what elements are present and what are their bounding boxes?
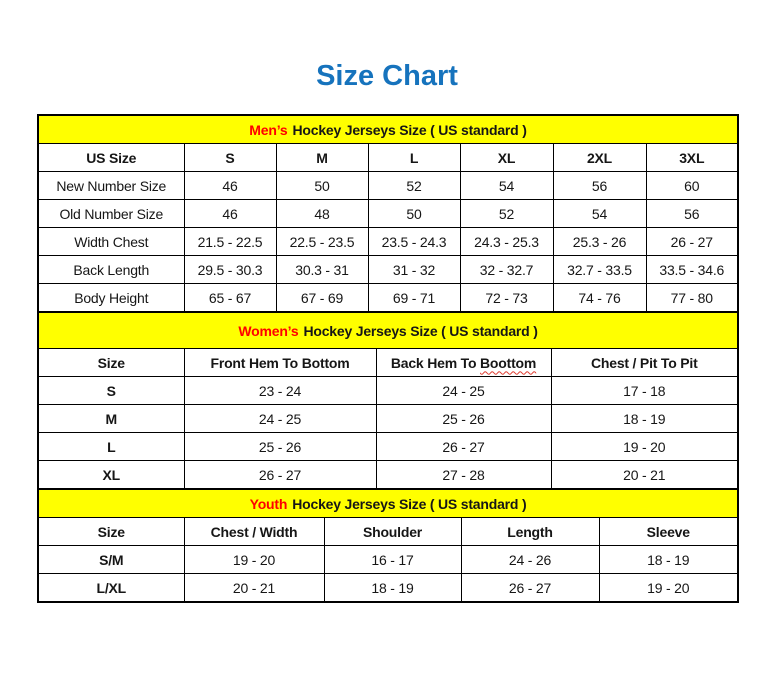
table-cell: 32 - 32.7 (460, 256, 553, 284)
table-cell: 19 - 20 (184, 546, 324, 574)
table-cell: 30.3 - 31 (276, 256, 368, 284)
table-cell: 26 - 27 (184, 461, 376, 490)
table-cell: 31 - 32 (368, 256, 460, 284)
table-row (38, 489, 738, 518)
banner-text: Hockey Jerseys Size ( US standard ) (292, 121, 527, 138)
row-label: M (38, 405, 184, 433)
mens-section-banner (38, 115, 738, 144)
column-header: 2XL (553, 144, 646, 172)
table-cell: 56 (553, 172, 646, 200)
row-label: S/M (38, 546, 184, 574)
table-cell: 60 (646, 172, 738, 200)
table-cell: 20 - 21 (551, 461, 738, 490)
banner-text: Hockey Jerseys Size ( US standard ) (292, 495, 527, 512)
table-row (38, 405, 738, 433)
column-header: XL (460, 144, 553, 172)
table-row (38, 377, 738, 405)
table-cell: 26 - 27 (461, 574, 599, 603)
table-cell: 23.5 - 24.3 (368, 228, 460, 256)
table-cell: 77 - 80 (646, 284, 738, 313)
table-cell: 21.5 - 22.5 (184, 228, 276, 256)
column-header (376, 349, 551, 377)
row-label: XL (38, 461, 184, 490)
page-title: Size Chart (316, 60, 458, 92)
row-label: New Number Size (38, 172, 184, 200)
row-label: L (38, 433, 184, 461)
table-row (38, 256, 738, 284)
mens-size-table (37, 114, 739, 313)
table-cell: 65 - 67 (184, 284, 276, 313)
table-row (38, 546, 738, 574)
table-cell: 18 - 19 (551, 405, 738, 433)
row-label: Body Height (38, 284, 184, 313)
table-cell: 54 (460, 172, 553, 200)
youth-section-banner (38, 489, 738, 518)
table-cell: 24 - 26 (461, 546, 599, 574)
table-row (38, 461, 738, 490)
table-cell: 17 - 18 (551, 377, 738, 405)
column-header: L (368, 144, 460, 172)
row-label: Width Chest (38, 228, 184, 256)
table-cell: 22.5 - 23.5 (276, 228, 368, 256)
table-cell: 18 - 19 (324, 574, 461, 603)
column-header: Size (38, 518, 184, 546)
table-cell: 52 (460, 200, 553, 228)
banner-accent: Men’s (249, 121, 288, 138)
column-header: Chest / Pit To Pit (551, 349, 738, 377)
table-cell: 32.7 - 33.5 (553, 256, 646, 284)
table-cell: 48 (276, 200, 368, 228)
column-header: US Size (38, 144, 184, 172)
misspelled-word: Boottom (480, 354, 537, 371)
banner-accent: Women’s (238, 322, 299, 339)
column-header: Front Hem To Bottom (184, 349, 376, 377)
column-header: Shoulder (324, 518, 461, 546)
table-cell: 16 - 17 (324, 546, 461, 574)
table-cell: 74 - 76 (553, 284, 646, 313)
column-header: Size (38, 349, 184, 377)
column-header-text: Back Hem To (390, 354, 477, 371)
table-cell: 23 - 24 (184, 377, 376, 405)
table-row (38, 172, 738, 200)
column-header: M (276, 144, 368, 172)
table-cell: 26 - 27 (646, 228, 738, 256)
table-row (38, 349, 738, 377)
table-cell: 25.3 - 26 (553, 228, 646, 256)
banner-accent: Youth (249, 495, 288, 512)
table-cell: 50 (276, 172, 368, 200)
table-cell: 46 (184, 200, 276, 228)
column-header: 3XL (646, 144, 738, 172)
table-cell: 20 - 21 (184, 574, 324, 603)
column-header: Chest / Width (184, 518, 324, 546)
banner-text: Hockey Jerseys Size ( US standard ) (303, 322, 538, 339)
table-row (38, 433, 738, 461)
table-cell: 25 - 26 (376, 405, 551, 433)
row-label: S (38, 377, 184, 405)
table-cell: 67 - 69 (276, 284, 368, 313)
table-cell: 33.5 - 34.6 (646, 256, 738, 284)
table-cell: 24.3 - 25.3 (460, 228, 553, 256)
table-cell: 19 - 20 (599, 574, 738, 603)
table-row (38, 115, 738, 144)
table-cell: 72 - 73 (460, 284, 553, 313)
table-cell: 24 - 25 (184, 405, 376, 433)
table-row (38, 200, 738, 228)
table-row (38, 284, 738, 313)
youth-size-table (37, 488, 739, 603)
table-row (38, 574, 738, 603)
table-cell: 18 - 19 (599, 546, 738, 574)
table-cell: 26 - 27 (376, 433, 551, 461)
table-row (38, 312, 738, 349)
table-cell: 25 - 26 (184, 433, 376, 461)
table-cell: 69 - 71 (368, 284, 460, 313)
table-cell: 29.5 - 30.3 (184, 256, 276, 284)
table-cell: 50 (368, 200, 460, 228)
table-cell: 46 (184, 172, 276, 200)
column-header: S (184, 144, 276, 172)
table-cell: 27 - 28 (376, 461, 551, 490)
table-cell: 19 - 20 (551, 433, 738, 461)
table-row (38, 144, 738, 172)
column-header: Sleeve (599, 518, 738, 546)
table-cell: 56 (646, 200, 738, 228)
table-cell: 54 (553, 200, 646, 228)
table-cell: 24 - 25 (376, 377, 551, 405)
table-cell: 52 (368, 172, 460, 200)
row-label: Old Number Size (38, 200, 184, 228)
table-row (38, 228, 738, 256)
row-label: Back Length (38, 256, 184, 284)
row-label: L/XL (38, 574, 184, 603)
column-header: Length (461, 518, 599, 546)
womens-size-table (37, 311, 739, 490)
table-row (38, 518, 738, 546)
womens-section-banner (38, 312, 738, 349)
